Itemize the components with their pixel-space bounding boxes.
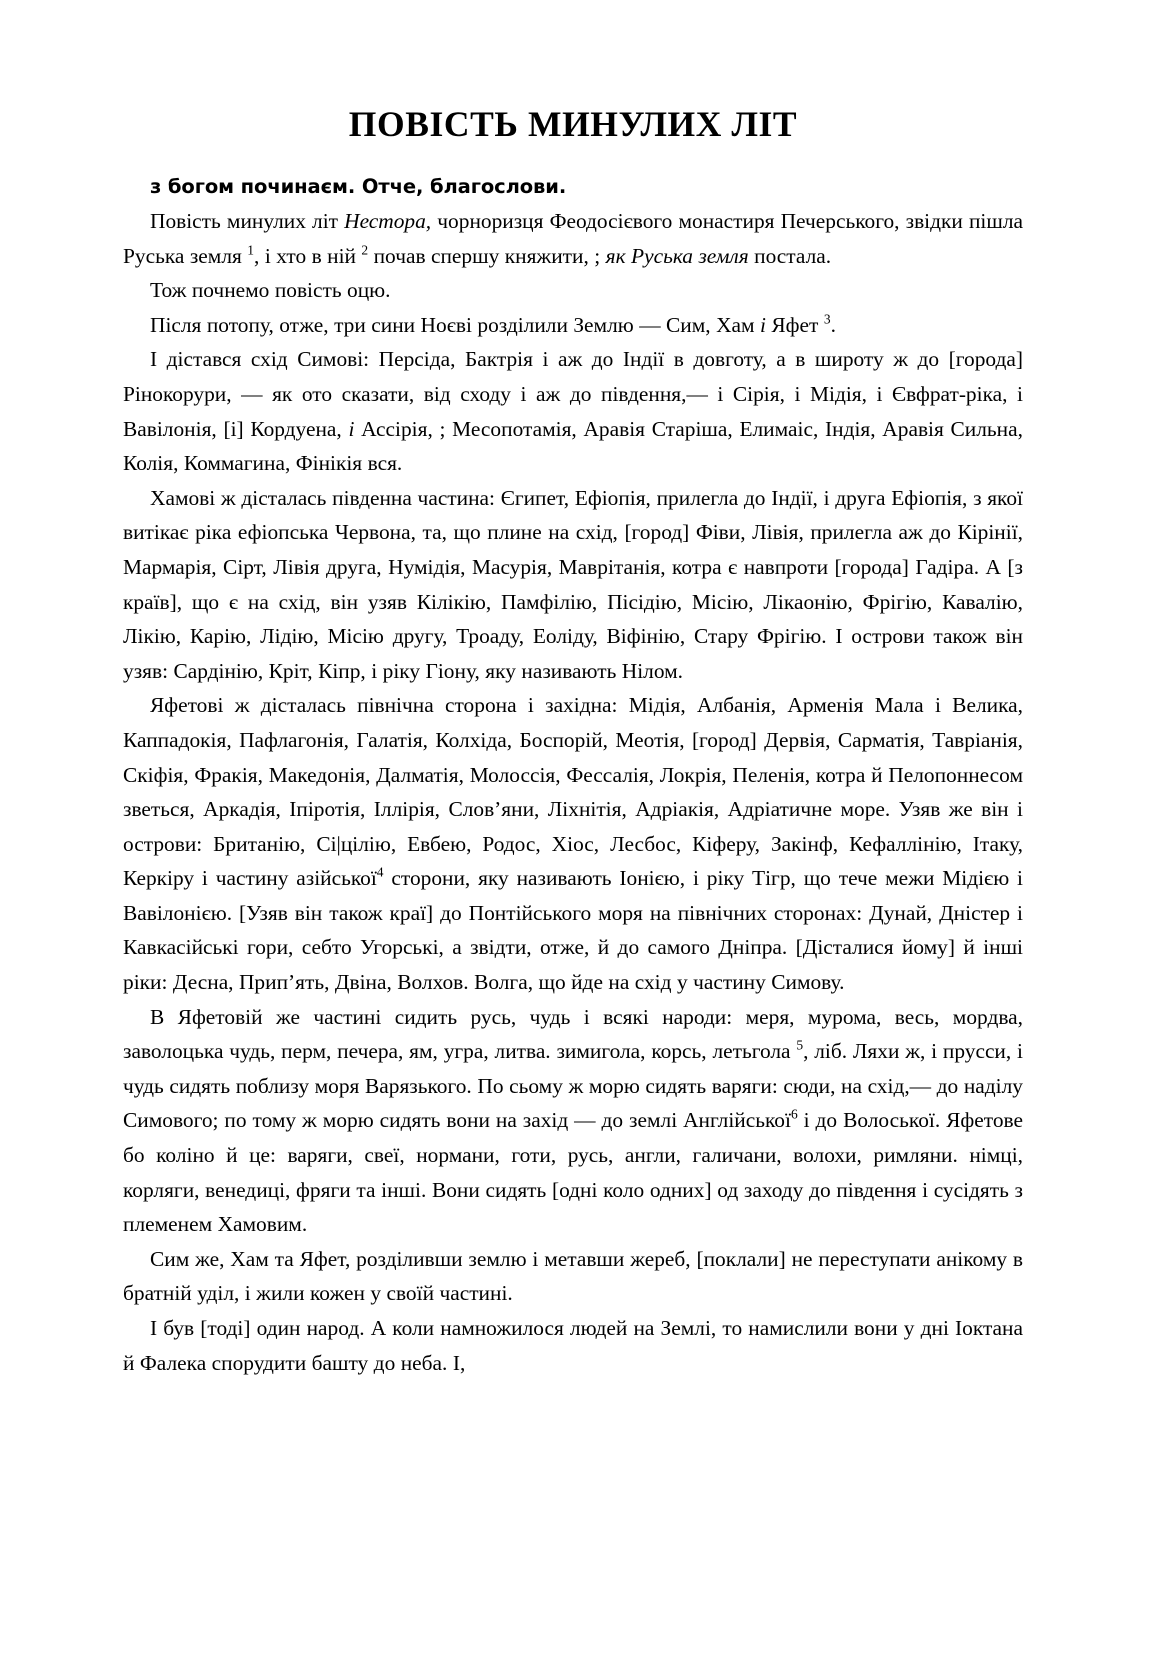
footnote-marker-6: 6: [790, 1107, 798, 1123]
text-line: В Яфетовій же частині сидить русь, чудь і всякі народи: меря, мурома, весь,: [150, 1004, 953, 1029]
text-line: мордва, заволоцька чудь, перм, печера, ям, угра, литва. зимигола, корсь,: [123, 1004, 1023, 1064]
footnote-marker-1: 1: [247, 242, 255, 258]
page-title: ПОВІСТЬ МИНУЛИХ ЛІТ: [348, 104, 798, 144]
text-line: переступати анікому в братній уділ, і жили кожен у своїй частині.: [123, 1246, 1024, 1306]
text-line: княжити, ; як Руська земля постала.: [504, 243, 832, 268]
text-line: яку називають Іонією, і ріку Тігр, що тече межи Мідією і Вавілонією. [Узяв: [123, 866, 1023, 925]
paragraph-6: [123, 688, 1023, 999]
text-line: Яфетові ж дісталась північна сторона і західна: Мідія, Албанія, Арменія: [150, 693, 875, 718]
paragraph-4: [123, 342, 1023, 480]
text-line: Месопотамія, Аравія Старіша, Елимаіс, Індія, Аравія Сильна, Колія,: [123, 416, 1023, 476]
text-line: Тож почнемо повість оцю.: [150, 278, 391, 303]
text-line: І дістався схід Симові: Персіда, Бактрія і аж до Індії в довготу, а в: [150, 347, 815, 372]
text-line: Хамові ж дісталась південна частина: Єгипет, Ефіопія, прилегла до Індії,: [150, 485, 824, 510]
text-line: Узяв же він і острови: Британію, Сі|цілію, Евбею, Родос, Хіос, Лесбос,: [123, 797, 1023, 856]
footnote-marker-2: 2: [361, 242, 369, 258]
text-line: І був [тоді] один народ. А коли намножилося людей на Землі, то: [150, 1316, 749, 1340]
text-line: Коммагина, Фінікія вся.: [183, 451, 403, 476]
text-line: Фрігію. І острови також він узяв: Сардінію, Кріт, Кіпр, і ріку Гіону, яку: [123, 624, 1023, 683]
text-line: що йде на схід у частину Симову.: [538, 970, 845, 995]
paragraph-3: [123, 308, 1023, 343]
paragraph-9: [123, 1311, 1023, 1380]
paragraph-8: [123, 1242, 1023, 1311]
text-line: Сим же, Хам та Яфет, розділивши землю і метавши жереб, [поклали] не: [150, 1246, 819, 1271]
text-line: що є на схід, він узяв Кілікію, Памфілію, Пісідію, Місію, Лікаонію, Фрігію,: [191, 589, 943, 614]
document-body: [123, 172, 1023, 1380]
footnote-marker-3: 3: [823, 311, 831, 327]
text-line: римляни. німці, корляги, венедиці, фряги та інші. Вони сидять [одні коло: [123, 1143, 1023, 1202]
text-line: сьому ж морю сидять варяги: сюди, на схід,— до наділу Симового; по тому ж: [123, 1073, 1023, 1133]
paragraph-7: [123, 1000, 1023, 1242]
text-line: Дністер і Кавкасійські гори, себто Угорські, а звідти, отже, й до самого: [123, 900, 1024, 960]
paragraph-1: [123, 204, 1023, 273]
footnote-marker-4: 4: [376, 864, 384, 880]
text-line: Печерського, звідки пішла Руська земля $^1$, і хто в ній $^2$ почав спершу: [123, 209, 1023, 268]
text-line: широту ж до [города] Рінокорури, — як ото сказати, від сходу і аж до: [123, 347, 1023, 406]
text-line: Повість минулих літ Нестора, чорноризця Феодосієвого монастиря: [150, 209, 781, 233]
text-line: летьгола $^5$, ліб. Ляхи ж, і прусси, і чудь сидять поблизу моря Варязького. По: [123, 1037, 1023, 1098]
text-line: і друга Ефіопія, з якої витікає ріка ефіопська Червона, та, що плине на схід,: [123, 485, 1023, 545]
text-line: Мала і Велика, Каппадокія, Пафлагонія, Галатія, Колхіда, Боспорій, Меотія,: [123, 693, 1023, 752]
text-line: намислили вони у дні Іоктана й Фалека спорудити башту до неба. І,: [123, 1316, 1023, 1375]
text-line: Аркадія, Іпіротія, Іллірія, Слов’яни, Ліхнітія, Адріакія, Адріатичне море.: [203, 797, 899, 822]
text-line: Кавалію, Лікію, Карію, Лідію, Місію другу, Троаду, Еоліду, Віфінію, Стару: [123, 589, 1023, 649]
text-line: Кіферу, Закінф, Кефаллінію, Ітаку, Керкіру і частину азійської$^4$ сторони,: [123, 831, 1023, 891]
text-line: Дніпра. [Дісталися йому] й інші ріки: Десна, Прип’ять, Двіна, Волхов. Волга,: [123, 935, 1023, 995]
paragraph-5: [123, 481, 1023, 689]
text-line: морю сидять вони на захід — до землі Англійської$^6$ і до Волоської. Яфетове бо: [123, 1107, 1023, 1168]
paragraph-2: [123, 273, 1023, 308]
text-line: [город] Фіви, Лівія, прилегла аж до Кірінії, Мармарія, Сірт, Лівія друга,: [123, 520, 1023, 579]
text-line: він також краї] до Понтійського моря на північних сторонах: Дунай,: [294, 900, 940, 925]
document-subtitle: з богом починаєм. Отче, благослови.: [150, 175, 567, 198]
text-line: [город] Дервія, Сарматія, Тавріанія, Скіфія, Фракія, Македонія, Далматія,: [123, 727, 1023, 787]
text-line: Нумідія, Масурія, Маврітанія, котра є навпроти [города] Гадіра. А [з країв],: [123, 554, 1023, 614]
text-line: південня,— і Сірія, і Мідія, і Євфрат-ріка, і Вавілонія, [і] Кордуена, і Ассірія, ;: [123, 381, 1023, 441]
text-line: Молоссія, Фессалія, Локрія, Пеленія, котра й Пелопоннесом зветься,: [123, 762, 1023, 822]
text-line: Після потопу, отже, три сини Ноєві розділили Землю — Сим, Хам і Яфет $^3$.: [150, 311, 836, 337]
text-line: називають Нілом.: [521, 658, 684, 683]
footnote-marker-5: 5: [796, 1037, 804, 1053]
text-line: одних] од заходу до південня і сусідять з племенем Хамовим.: [123, 1177, 1023, 1237]
text-line: коліно й це: варяги, свеї, нормани, готи, русь, англи, галичани, волохи,: [156, 1143, 874, 1168]
